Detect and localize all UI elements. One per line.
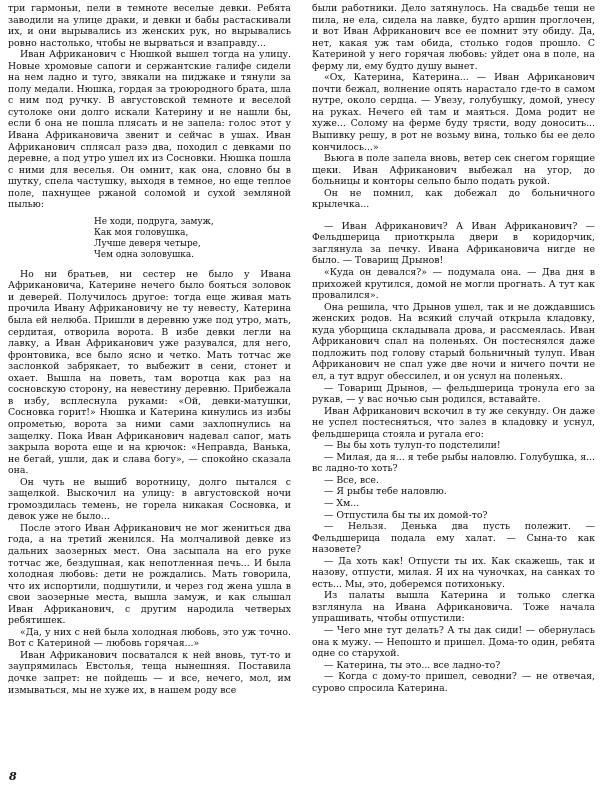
paragraph: Из палаты вышла Катерина и только слегка взглянула на Ивана Африкановича. Тоже начала упрашивать, чтобы отпустили: bbox=[312, 590, 595, 625]
dialogue-line: — Нельзя. Денька два пусть полежит. — Фельдшерица подала ему халат. — Сына-то как назовете? bbox=[312, 521, 595, 556]
page-number: 8 bbox=[9, 770, 17, 783]
dialogue-line: — Хм... bbox=[324, 497, 360, 509]
verse-line: Чем одна золовушка. bbox=[94, 249, 194, 260]
dialogue-line: — Вы бы хоть тулуп-то подстелили! bbox=[324, 440, 501, 452]
dialogue-line: — Когда с дому-то пришел, севодни? — не отвечая, сурово спросила Катерина. bbox=[312, 671, 595, 694]
paragraph: «Ох, Катерина, Катерина... — Иван Африканович почти бежал, волнение опять нарастало где-то в самом нутре, около сердца. — Увезу, голубушку, домой, унесу на руках. Нечего ей там и маяться. Дома родит не хуже... Солому на ферме буду трясти, воду доносить... Выпивку решу, в рот не возьму вина, только бы ее дело кончилось...» bbox=[312, 72, 595, 153]
dialogue-line: — Да хоть как! Отпусти ты их. Как скажешь, так и назову, отпусти, милая. Я их на чуночках, на санках то есть... Мы, это, доберемся потихоньку. bbox=[312, 555, 595, 590]
chastushka-verse bbox=[94, 217, 291, 261]
paragraph: Она решила, что Дрынов ушел, так и не дождавшись женских родов. На всякий случай открыла кладовку, куда уборщица складывала дрова, и рассмеялась. Иван Африканович спал на поленьях. Он постеснялся даже подложить под голову старый больничный тулуп. Иван Африканович не спал уже две ночи и ничего почти не ел, а тут вдруг обессилел, и он уснул на поленьях. bbox=[312, 301, 595, 382]
right-column bbox=[312, 3, 595, 694]
paragraph: — Иван Африканович? А Иван Африканович? — Фельдшерица приоткрыла двери в коридорчик, заглянула за печку. Ивана Африкановича нигде не было. — Товарищ Дрынов! bbox=[312, 220, 595, 267]
paragraph: Иван Африканович вскочил в ту же секунду. Он даже не успел постесняться, что залез в кладовку и уснул, фельдшерица стояла и ругала его: bbox=[312, 405, 595, 440]
paragraph: «Куда он девался?» — подумала она. — Два дня в прихожей крутился, домой не могли прогнать. А тут как провалился». bbox=[312, 267, 595, 302]
dialogue-line: — Милая, да я... я тебе рыбы наловлю. Голубушка, я... вс ладно-то хоть? bbox=[312, 451, 595, 475]
paragraph: Но ни братьев, ни сестер не было у Ивана Африкановича, Катерине нечего было бояться золовок и деверей. Получилось другое: тогда еще живая мать прочила Ивану Африкановичу не ту невесту, Катерина была ей нелюба. Пришли в деревню уже под утро, мать, сердитая, отворила ворота. В избе девки легли на лавку, а Иван Африканович уже разувался, для него, фронтовика, все было ясно и четко. Мать тотчас же заслонкой забрякает, то выбежит в сени, стонет и охает. Вышла на поветь, там воротца как раз на сосновскую сторону, на невестину деревню. Прибежала в избу, всплеснула руками: «Ой, девки-матушки, Сосновка горит!» Нюшка и Катерина кинулись из избы опрометью, ворота за ними сами захлопнулись на защелку. Пока Иван Африканович надевал сапог, мать закрыла ворота еще и на крючок: «Неправда, Ванька, не бегай, ушли, дак и слава богу», — спокойно сказала она. bbox=[8, 268, 291, 477]
paragraph: Вьюга в поле запела вновь, ветер сек снегом горящие щеки. Иван Африканович выбежал на угор, до больницы и конторы сельпо было подать рукой. bbox=[312, 153, 595, 188]
paragraph: «Да, у них с ней была холодная любовь, это уж точно. Вот с Катериной — любовь горячая...» bbox=[8, 626, 291, 650]
dialogue-line: — Я рыбы тебе наловлю. bbox=[324, 486, 447, 498]
verse-line: Лучше деверя четыре, bbox=[94, 238, 201, 249]
paragraph: Иван Африканович посватался к ней вновь, тут-то и заупрямилась Евстолья, теща нынешняя. Поставила дочке запрет: не пойдешь — и все, нечего, мол, им измываться, мы не хуже их, в нашем роду все bbox=[8, 649, 291, 696]
paragraph: Иван Африканович с Нюшкой вышел тогда на улицу. Новые хромовые сапоги и сержантские галифе сидели на нем ладно и туго, звякали на пиджаке и тянули за полу медали. Нюшка, гордая за троюродного брата, шла с ним под ручку. В августовской темноте и веселой сутолоке они долго искали Катерину и не нашли бы, если б она не пошла плясать и не запела: голос этот у Ивана Африкановича звенит и сейчас в ушах. Иван Африканович сплясал разэ два, походил с девками по деревне, а под утро ушел их из Сосновки. Нюшка пошла с ними для веселья. Он омнит, как она, словно бы в шутку, спела частушку, выходя в темное, но еще теплое поле, пахнущее ржаной соломой и сухой земляной пылью: bbox=[8, 49, 291, 211]
paragraph: Он чуть не вышиб воротницу, долго пытался с защелкой. Выскочил на улицу: в августовской ночи громоздилась темень, не горела никакая Сосновка, и девок уже не было... bbox=[8, 476, 291, 523]
verse-line: Не ходи, подруга, замуж, bbox=[94, 216, 214, 227]
paragraph: — Товарищ Дрынов, — фельдшерица тронула его за рукав, — у вас ночью сын родился, вставайте. bbox=[312, 382, 595, 406]
section-break bbox=[312, 211, 595, 221]
paragraph: три гармоньи, пели в темноте веселые девки. Ребята заводили на улице драки, и девки и бабы растаскивали их, и они вырывались из женских рук, но вырывались ровно настолько, чтобы не вырваться и взаправду... bbox=[8, 3, 291, 49]
paragraph: Он не помнил, как добежал до больничного крылечка... bbox=[312, 187, 595, 211]
dialogue-line: — Катерина, ты это... все ладно-то? bbox=[324, 659, 501, 671]
paragraph: После этого Иван Африканович не мог жениться два года, а на третий женился. На молчаливой девке из дальних заозерных мест. Она засыпала на его руке тотчас же, бездушная, как непотленная печь... И была холодная любовь: дети не рождались. Мать говорила, что их испортили, подшутили, и через год жена ушла в свои заозерные места, вышла замуж, и как слышал Иван Африканович, с другим народила четверых ребятишек. bbox=[8, 522, 291, 627]
left-column bbox=[8, 3, 291, 696]
dialogue-line: — Отпустила бы ты их домой-то? bbox=[324, 509, 488, 521]
dialogue-line: — Чего мне тут делать? А ты дак сиди! — обернулась она к мужу. — Непошто и пришел. Дома-то один, ребята одне со старухой. bbox=[312, 624, 595, 660]
paragraph: были работники. Дело затянулось. На свадьбе тещи не пила, не ела, сидела на лавке, будто аршин проглочен, и вот Иван Африканович все ее помнит эту обиду. Да, нет, какая уж там обида, столько годов прошло. С Катериной у него горячая любовь: уйдет она в поле, на ферму ли, ему будто душу вынет. bbox=[312, 3, 595, 72]
verse-line: Как моя головушка, bbox=[94, 227, 189, 238]
dialogue-line: — Все, все. bbox=[324, 474, 379, 486]
